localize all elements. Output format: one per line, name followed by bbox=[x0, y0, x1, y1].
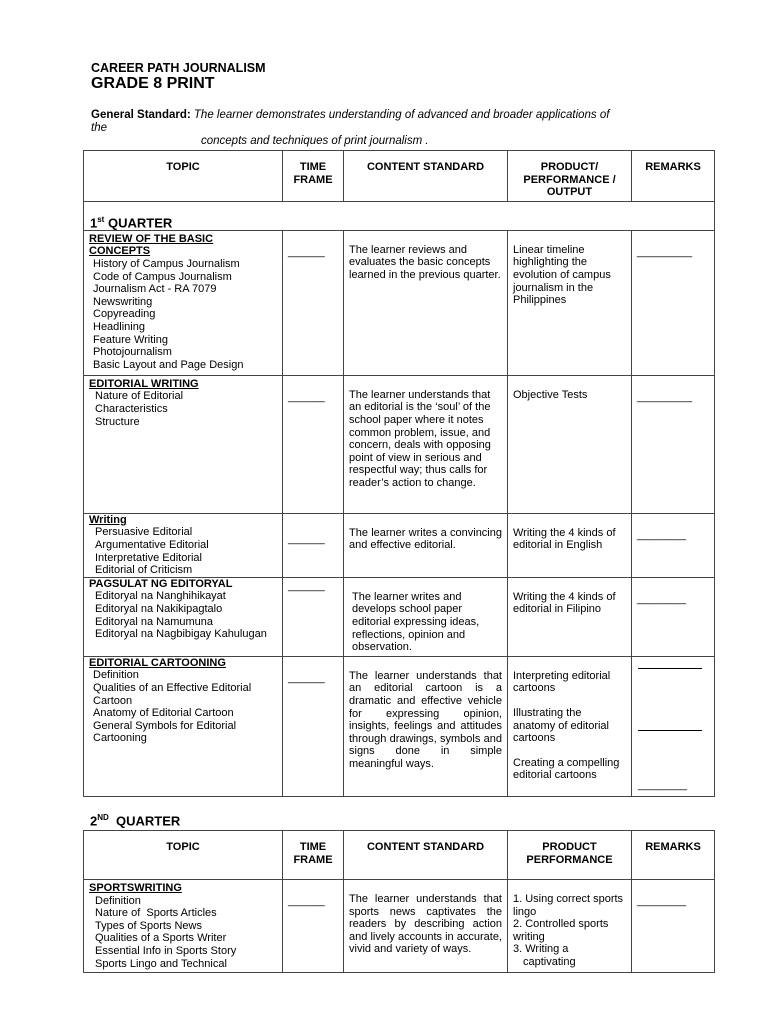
topic-cell bbox=[84, 513, 283, 577]
quarter-1-table bbox=[83, 150, 715, 797]
content-standard-cell: The learner writes a convincing and effective editorial. bbox=[344, 513, 508, 577]
header-time-frame: TIME FRAME bbox=[283, 151, 344, 202]
table-row bbox=[84, 230, 715, 375]
standard-label: General Standard: bbox=[91, 109, 191, 121]
time-frame-cell: ______ bbox=[283, 513, 344, 577]
topic-item: Code of Campus Journalism bbox=[93, 270, 232, 283]
quarter-row bbox=[84, 201, 715, 230]
product-item: captivating bbox=[523, 955, 576, 968]
topic-item: Feature Writing bbox=[93, 333, 168, 346]
time-frame-cell: ______ bbox=[283, 880, 344, 973]
topic-item: Qualities of a Sports Writer bbox=[95, 932, 227, 945]
remarks-value: ________ bbox=[638, 778, 687, 791]
quarter-2-label: 2ND QUARTER bbox=[90, 813, 181, 829]
product-cell bbox=[508, 656, 632, 796]
topic-title: EDITORIAL CARTOONING bbox=[89, 656, 226, 669]
remarks-line bbox=[638, 730, 702, 731]
product-cell: Linear timeline highlighting the evolution of campus journalism in the Philippines bbox=[508, 230, 632, 375]
header-remarks: REMARKS bbox=[632, 151, 715, 202]
topic-item: Structure bbox=[95, 415, 140, 428]
topic-item: Journalism Act - RA 7079 bbox=[93, 283, 217, 296]
grade-heading: GRADE 8 PRINT bbox=[91, 75, 215, 92]
header-topic: TOPIC bbox=[84, 831, 283, 880]
time-frame-cell: ______ bbox=[283, 656, 344, 796]
remarks-cell: _________ bbox=[632, 230, 715, 375]
remarks-cell: ________ bbox=[632, 513, 715, 577]
product-item: Creating a compelling editorial cartoons bbox=[513, 756, 620, 782]
content-standard-cell: The learner understands that an editorial is the ‘soul’ of the school paper where it notes common problem, issue, and concern, deals with opposing point of view in serious and respectful way; thus calls for reader’s action to change. bbox=[344, 375, 508, 513]
product-cell bbox=[508, 880, 632, 973]
topic-title: EDITORIAL WRITING bbox=[89, 377, 199, 390]
topic-item: Anatomy of Editorial Cartoon bbox=[93, 707, 234, 720]
topic-item: Editoryal na Nanghihikayat bbox=[95, 590, 226, 603]
standard-text-1: The learner demonstrates understanding of advanced and broader applications of bbox=[193, 109, 610, 121]
standard-text-2: the bbox=[91, 122, 107, 134]
table-row bbox=[84, 375, 715, 513]
topic-item: General Symbols for Editorial Cartooning bbox=[93, 719, 237, 745]
topic-item: Persuasive Editorial bbox=[95, 526, 193, 539]
quarter-1-label: 1st QUARTER bbox=[84, 201, 715, 230]
topic-item: Interpretative Editorial bbox=[95, 551, 202, 564]
topic-item: Types of Sports News bbox=[95, 919, 202, 932]
header-remarks: REMARKS bbox=[632, 831, 715, 880]
topic-cell bbox=[84, 577, 283, 656]
topic-cell bbox=[84, 880, 283, 973]
table-header-row bbox=[84, 831, 715, 880]
remarks-line bbox=[638, 668, 702, 669]
table-row bbox=[84, 880, 715, 973]
product-item: Illustrating the anatomy of editorial cartoons bbox=[513, 706, 609, 745]
topic-item: Copyreading bbox=[93, 308, 156, 321]
header-time-frame: TIME FRAME bbox=[283, 831, 344, 880]
topic-item: Basic Layout and Page Design bbox=[93, 358, 244, 371]
remarks-cell: ________ bbox=[632, 880, 715, 973]
time-frame-cell: ______ bbox=[283, 375, 344, 513]
header-product: PRODUCT/ PERFORMANCE / OUTPUT bbox=[508, 151, 632, 202]
topic-item: Essential Info in Sports Story bbox=[95, 944, 237, 957]
product-item: 1. Using correct sports lingo bbox=[513, 893, 624, 918]
remarks-cell bbox=[632, 656, 715, 796]
table-row bbox=[84, 656, 715, 796]
table-row bbox=[84, 513, 715, 577]
topic-item: Nature of Editorial bbox=[95, 390, 184, 403]
topic-item: Sports Lingo and Technical bbox=[95, 957, 227, 970]
content-standard-cell: The learner understands that sports news captivates the readers by describing action and lively accounts in accurate, vivid and variety of ways. bbox=[344, 880, 508, 973]
topic-item: Photojournalism bbox=[93, 346, 172, 359]
product-item: 2. Controlled sports writing bbox=[513, 918, 609, 943]
product-cell: Writing the 4 kinds of editorial in Filipino bbox=[508, 577, 632, 656]
topic-item: Qualities of an Effective Editorial Cartoon bbox=[93, 681, 252, 707]
topic-item: Definition bbox=[93, 669, 139, 682]
topic-item: Editoryal na Nakikipagtalo bbox=[95, 602, 223, 615]
topic-item: Nature of Sports Articles bbox=[95, 907, 217, 920]
topic-item: Definition bbox=[95, 894, 141, 907]
table-row bbox=[84, 577, 715, 656]
product-item: 3. Writing a bbox=[513, 943, 569, 956]
topic-item: Newswriting bbox=[93, 295, 153, 308]
topic-title: REVIEW OF THE BASIC CONCEPTS bbox=[89, 232, 214, 258]
content-standard-cell: The learner reviews and evaluates the basic concepts learned in the previous quarter. bbox=[344, 230, 508, 375]
time-frame-cell: ______ bbox=[283, 230, 344, 375]
topic-title: PAGSULAT NG EDITORYAL bbox=[89, 577, 233, 590]
header-product: PRODUCT PERFORMANCE bbox=[508, 831, 632, 880]
topic-item: Argumentative Editorial bbox=[95, 538, 209, 551]
table-header-row bbox=[84, 151, 715, 202]
topic-item: Editoryal na Namumuna bbox=[95, 615, 214, 628]
content-standard-cell: The learner writes and develops school paper editorial expressing ideas, reflections, opinion and observation. bbox=[344, 577, 508, 656]
remarks-cell: ________ bbox=[632, 577, 715, 656]
standard-text-3: concepts and techniques of print journalism . bbox=[201, 135, 429, 147]
product-cell: Objective Tests bbox=[508, 375, 632, 513]
content-standard-cell: The learner understands that an editorial cartoon is a dramatic and effective vehicle for expressing opinion, insights, feelings and attitudes through drawings, symbols and signs done in simple meaningful ways. bbox=[344, 656, 508, 796]
remarks-cell: _________ bbox=[632, 375, 715, 513]
product-cell: Writing the 4 kinds of editorial in English bbox=[508, 513, 632, 577]
topic-title: Writing bbox=[89, 513, 127, 526]
topic-item: Headlining bbox=[93, 320, 145, 333]
general-standard bbox=[91, 109, 671, 148]
header-content-standard: CONTENT STANDARD bbox=[344, 151, 508, 202]
topic-cell bbox=[84, 656, 283, 796]
topic-cell bbox=[84, 375, 283, 513]
quarter-2-table bbox=[83, 830, 715, 973]
topic-item: Characteristics bbox=[95, 402, 168, 415]
topic-title: SPORTSWRITING bbox=[89, 882, 182, 894]
document-title: CAREER PATH JOURNALISM bbox=[91, 61, 266, 75]
topic-item: Editoryal na Nagbibigay Kahulugan bbox=[95, 628, 267, 641]
topic-cell bbox=[84, 230, 283, 375]
header-topic: TOPIC bbox=[84, 151, 283, 202]
time-frame-cell: ______ bbox=[283, 577, 344, 656]
header-content-standard: CONTENT STANDARD bbox=[344, 831, 508, 880]
topic-item: Editorial of Criticism bbox=[95, 564, 193, 577]
product-item: Interpreting editorial cartoons bbox=[513, 669, 611, 695]
topic-item: History of Campus Journalism bbox=[93, 257, 240, 270]
